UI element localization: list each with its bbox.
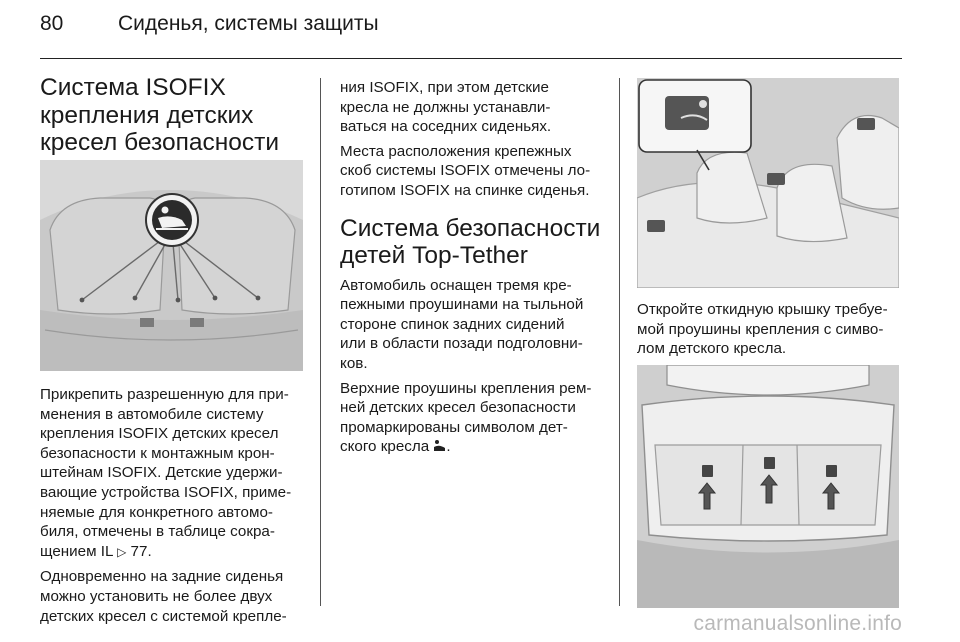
- watermark: carmanualsonline.info: [693, 612, 902, 635]
- child-seat-icon: [146, 194, 198, 246]
- column-1: [40, 74, 308, 157]
- paragraph-max-two-seats: Одновременно на задние сиденья можно установить не более двух детских кресел с системой крепле-: [40, 568, 287, 625]
- paragraph-isofix-attach: Прикрепить разрешенную для при- менения в автомобиле систему крепления ISOFIX детских кресел безопасности к монтажным крон- штейнам ISOFIX. Детские удержи- вающие устройства ISOFIX, приме- няемые для конкретного автомо- биля, отмечены в таблице сокра- щением IL ▷ 77.: [40, 386, 292, 560]
- column-divider-2: [619, 78, 620, 606]
- paragraph-open-flap: Откройте откидную крышку требуе- мой проушины крепления с симво- лом детского кресла.: [637, 301, 888, 358]
- page-number: 80: [40, 12, 64, 35]
- column-divider-1: [320, 78, 321, 606]
- header-rule: [40, 58, 902, 59]
- column-2: [340, 78, 610, 462]
- paragraph-upper-eyelets: Верхние проушины крепления рем- ней детских кресел безопасности промаркированы символом дет- ского кресла .: [340, 379, 592, 456]
- section-title-top-tether: Система безопасности детей Top-Tether: [340, 214, 601, 270]
- page-header: [40, 12, 920, 48]
- chapter-title: Сиденья, системы защиты: [118, 12, 379, 35]
- figure-trunk-eyelets: [637, 365, 899, 608]
- paragraph-three-eyelets: Автомобиль оснащен тремя кре- пежными проушинами на тыльной стороне спинок задних сидений или в области позади подголовни- ков.: [340, 276, 584, 372]
- figure-top-tether-seatbacks: [637, 78, 899, 288]
- paragraph-isofix-logo: Места расположения крепежных скоб системы ISOFIX отмечены ло- готипом ISOFIX на спинке сиденья.: [340, 142, 591, 199]
- column-1-text: [40, 385, 312, 631]
- child-seat-icon: [433, 439, 446, 452]
- section-title-isofix: Система ISOFIX крепления детских кресел безопасности: [40, 74, 280, 156]
- figure-isofix-seat: [40, 160, 303, 371]
- page-ref-arrow-icon: ▷: [117, 544, 127, 559]
- paragraph-isofix-continued: ния ISOFIX, при этом детские кресла не должны устанавли- ваться на соседних сиденьях.: [340, 79, 552, 136]
- page-ref-link[interactable]: 77.: [130, 542, 152, 560]
- column-3-text: [637, 300, 909, 364]
